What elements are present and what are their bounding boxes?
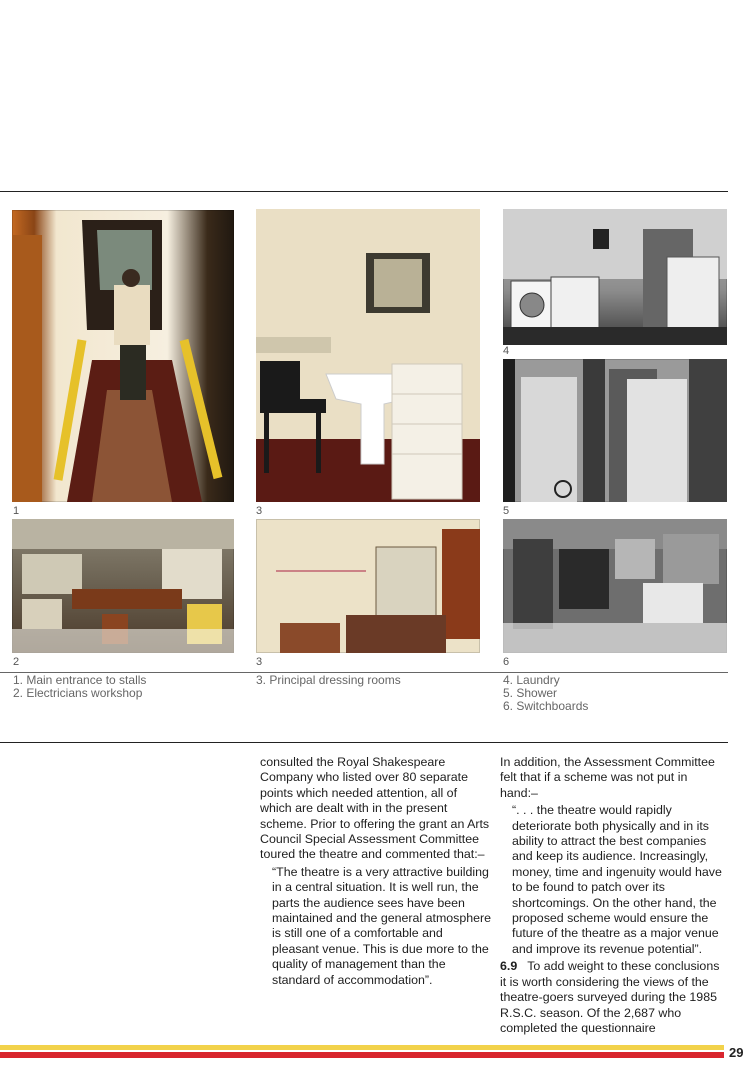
caption-item: 1. Main entrance to stalls bbox=[13, 673, 147, 687]
quotation: “The theatre is a very attractive building in a central situation. It is well run, the parts the audience sees have been maintained and the general atmosphere is still one of a comfortable and pleasant venue. This is due more to the quality of management than the standard of accommodation”. bbox=[272, 864, 492, 987]
photo-laundry bbox=[503, 209, 727, 345]
section-number: 6.9 bbox=[500, 959, 518, 974]
paragraph-6-9 bbox=[500, 959, 728, 1036]
photo-label-3a: 3 bbox=[256, 505, 263, 517]
page-number: 29 bbox=[729, 1045, 744, 1060]
photo-dressing-room-2 bbox=[256, 519, 480, 653]
photo-label-2: 2 bbox=[13, 656, 20, 668]
caption-item: 2. Electricians workshop bbox=[13, 686, 143, 700]
workshop-image bbox=[12, 519, 234, 653]
photo-label-1: 1 bbox=[13, 505, 20, 517]
photo-label-5: 5 bbox=[503, 505, 510, 517]
paragraph: In addition, the Assessment Committee felt that if a scheme was not put in hand:– bbox=[500, 755, 715, 800]
caption-item: 3. Principal dressing rooms bbox=[256, 673, 401, 687]
photo-switchboards bbox=[503, 519, 727, 653]
caption-item: 4. Laundry bbox=[503, 673, 560, 687]
photo-label-3b: 3 bbox=[256, 656, 263, 668]
body-column-2 bbox=[500, 755, 728, 1036]
footer-stripe-red bbox=[0, 1052, 724, 1058]
photo-main-entrance bbox=[12, 210, 234, 502]
top-rule bbox=[0, 191, 728, 192]
caption-item: 6. Switchboards bbox=[503, 699, 589, 713]
dressing-room-image-1 bbox=[256, 209, 480, 502]
switchboards-image bbox=[503, 519, 727, 653]
photo-label-4: 4 bbox=[503, 345, 510, 357]
photo-label-6: 6 bbox=[503, 656, 510, 668]
body-column-1 bbox=[260, 755, 492, 988]
shower-image bbox=[503, 359, 727, 502]
quotation: “. . . the theatre would rapidly deteriorate both physically and in its ability to attract the best companies and keep its audience. Increasingly, money, time and ingenuity would have to be found to patch over its shortcomings. On the other hand, the proposed scheme would ensure the future of the theatre as a major venue and improve its revenue potential”. bbox=[512, 803, 722, 956]
photo-electricians-workshop bbox=[12, 519, 234, 653]
caption-item: 5. Shower bbox=[503, 686, 558, 700]
paragraph-text: To add weight to these conclusions it is worth considering the views of the theatre-goers surveyed during the 1985 R.S.C. season. Of the 2,687 who completed the questionnaire bbox=[500, 959, 720, 1035]
laundry-image bbox=[503, 209, 727, 345]
body-rule bbox=[0, 742, 728, 743]
caption-left bbox=[13, 674, 146, 700]
photo-dressing-room-1 bbox=[256, 209, 480, 502]
main-entrance-image bbox=[12, 210, 234, 502]
dressing-room-image-2 bbox=[256, 519, 480, 653]
photo-shower bbox=[503, 359, 727, 502]
caption-right bbox=[503, 674, 588, 713]
caption-middle bbox=[256, 674, 401, 687]
paragraph: consulted the Royal Shakespeare Company who listed over 80 separate points which needed attention, all of which are dealt with in the present scheme. Prior to offering the grant an Arts Council Special Assessment Committee toured the theatre and commented that:– bbox=[260, 755, 490, 862]
